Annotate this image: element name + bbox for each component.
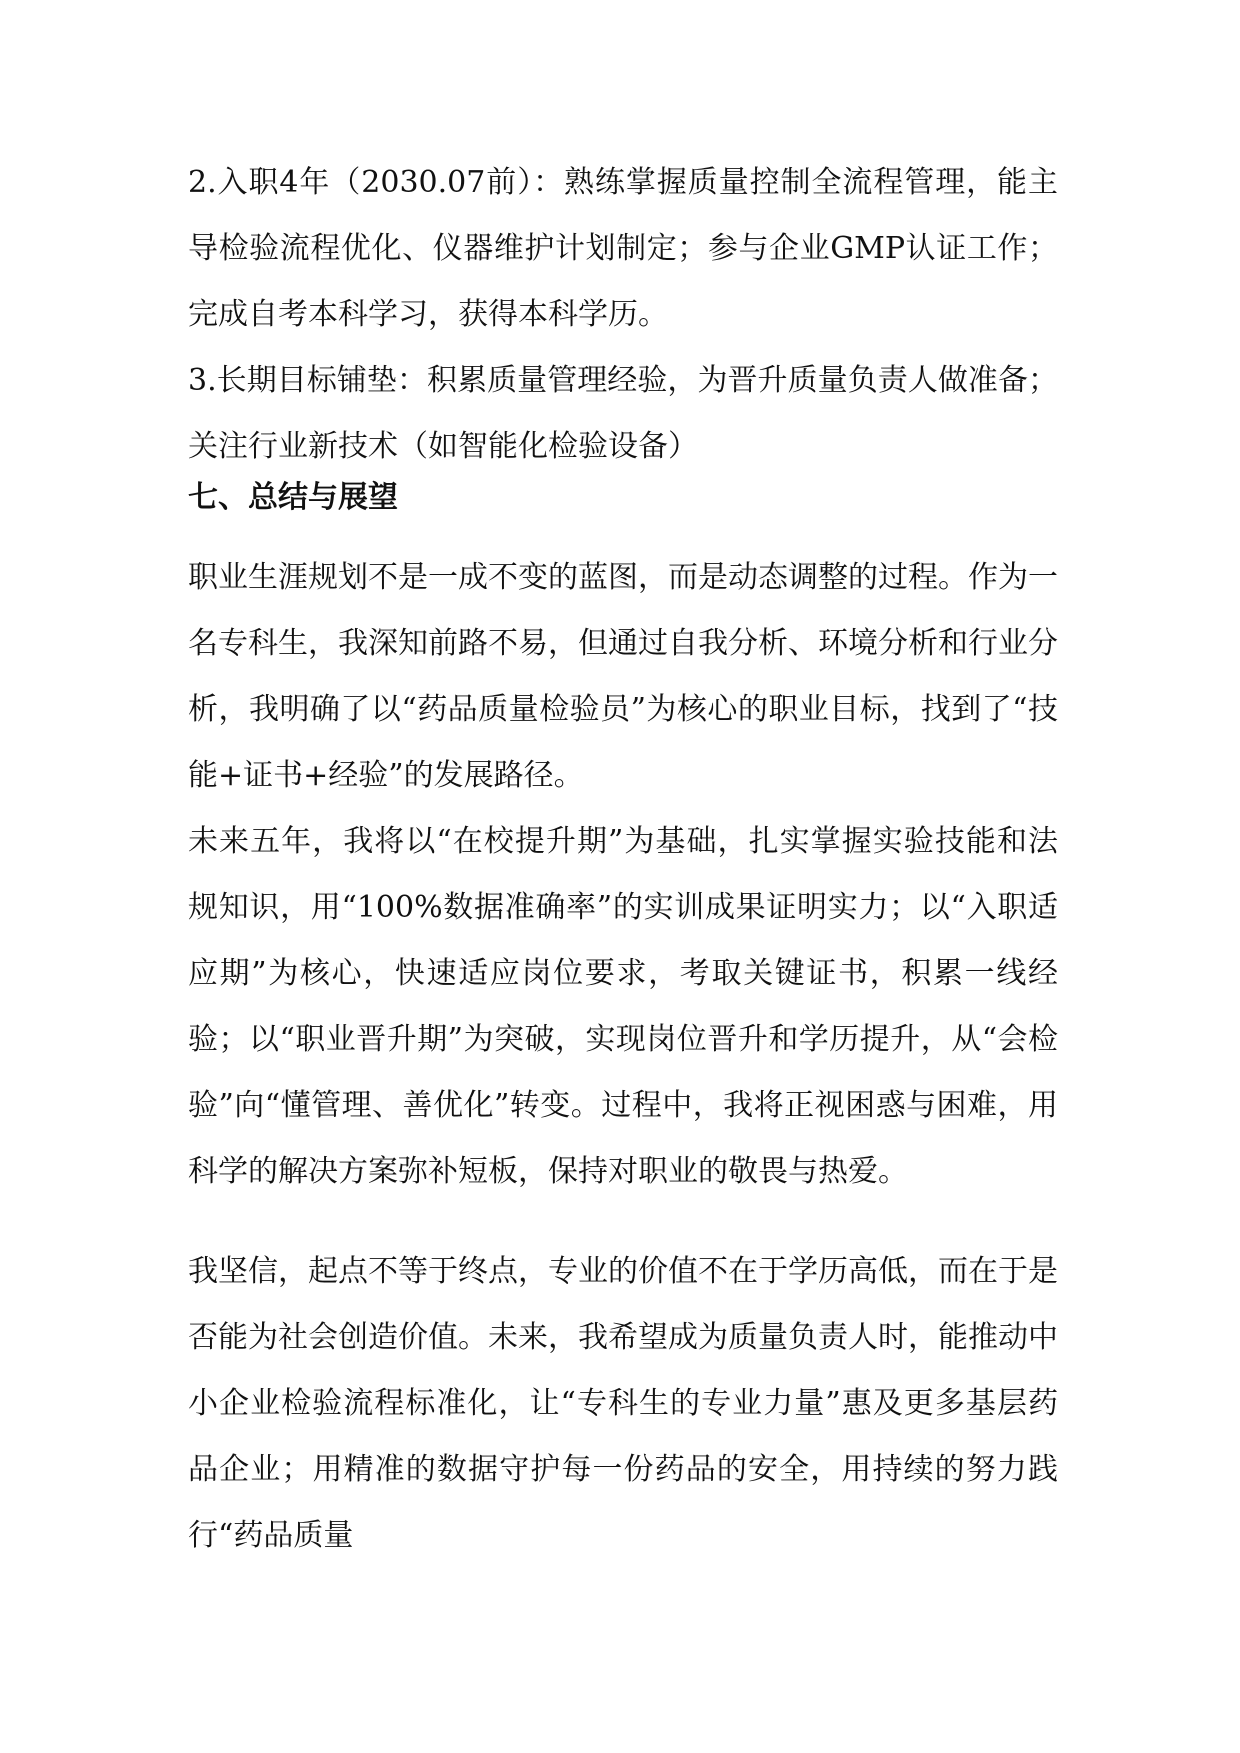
summary-paragraph-1: 职业生涯规划不是一成不变的蓝图，而是动态调整的过程。作为一名专科生，我深知前路不易，但通过自我分析、环境分析和行业分析，我明确了以“药品质量检验员”为核心的职业目标，找到了“技能+证书+经验”的发展路径。 [188, 560, 1058, 793]
section-heading: 七、总结与展望 [188, 480, 398, 515]
goal-paragraph-year-4: 2.入职4年（2030.07前）：熟练掌握质量控制全流程管理，能主导检验流程优化、仪器维护计划制定；参与企业GMP认证工作；完成自考本科学习，获得本科学历。 [188, 165, 1058, 332]
summary-paragraph-2: 未来五年，我将以“在校提升期”为基础，扎实掌握实验技能和法规知识，用“100%数据准确率”的实训成果证明实力；以“入职适应期”为核心，快速适应岗位要求，考取关键证书，积累一线经验；以“职业晋升期”为突破，实现岗位晋升和学历提升，从“会检验”向“懂管理、善优化”转变。过程中，我将正视困惑与困难，用科学的解决方案弥补短板，保持对职业的敬畏与热爱。 [188, 824, 1058, 1189]
goal-paragraph-long-term: 3.长期目标铺垫：积累质量管理经验，为晋升质量负责人做准备；关注行业新技术（如智能化检验设备） [188, 363, 1058, 464]
summary-paragraph-3: 我坚信，起点不等于终点，专业的价值不在于学历高低，而在于是否能为社会创造价值。未来，我希望成为质量负责人时，能推动中小企业检验流程标准化，让“专科生的专业力量”惠及更多基层药品企业；用精准的数据守护每一份药品的安全，用持续的努力践行“药品质量 [188, 1254, 1058, 1553]
